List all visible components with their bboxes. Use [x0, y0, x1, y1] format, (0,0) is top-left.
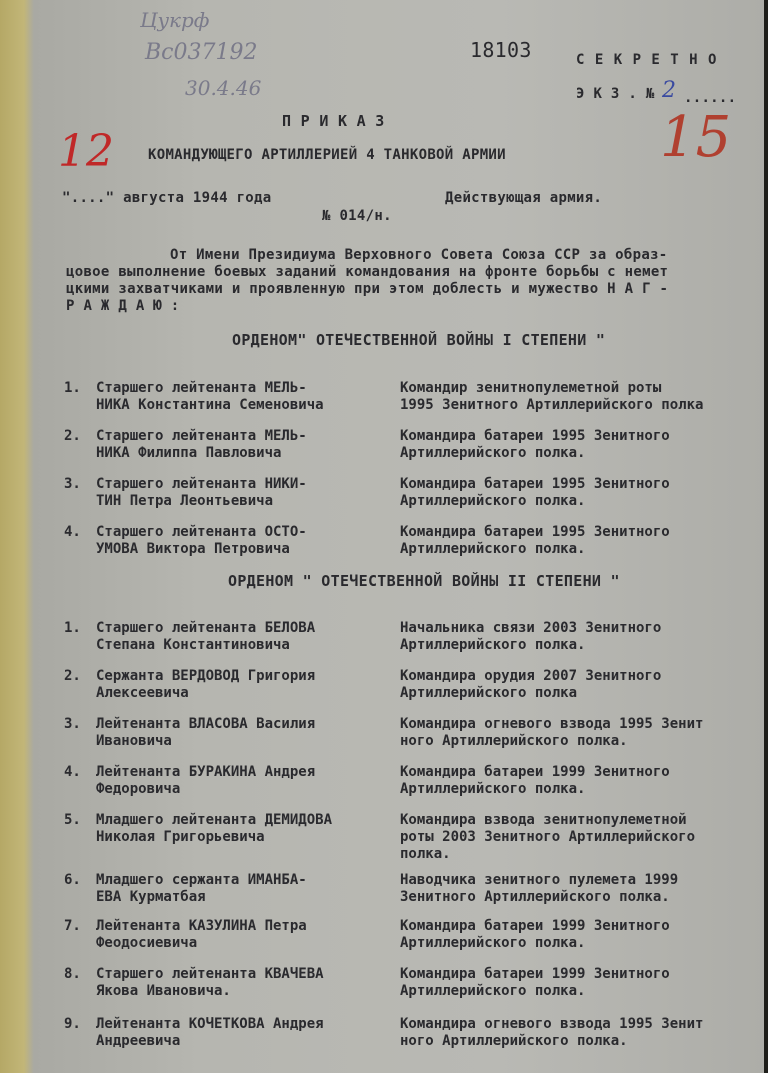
entry-post: Командир зенитнопулеметной роты 1995 Зенитного Артиллерийского полка [400, 380, 704, 413]
entry-post: Начальника связи 2003 Зенитного Артиллерийского полка. [400, 620, 662, 653]
entry-name: Младшего сержанта ИМАНБА- ЕВА Курматбая [96, 872, 307, 905]
document-location: Действующая армия. [445, 190, 603, 206]
order-number: № 014/н. [322, 208, 392, 224]
entry-post: Командира батареи 1999 Зенитного Артиллерийского полка. [400, 764, 670, 797]
entry-name: Старшего лейтенанта МЕЛЬ- НИКА Константина Семеновича [96, 380, 324, 413]
entry-number: 9. [64, 1016, 81, 1032]
preamble-line: От Имени Президиума Верховного Совета Союза ССР за образ- [170, 247, 668, 263]
document-date: "...." августа 1944 года [62, 190, 272, 206]
entry-number: 4. [64, 764, 81, 780]
entry-post: Командира взвода зенитнопулеметной роты 2003 Зенитного Артиллерийского полка. [400, 812, 696, 862]
entry-post: Командира батареи 1995 Зенитного Артиллерийского полка. [400, 524, 670, 557]
document-subtitle: КОМАНДУЮЩЕГО АРТИЛЛЕРИЕЙ 4 ТАНКОВОЙ АРМИИ [148, 147, 506, 163]
entry-name: Сержанта ВЕРДОВОД Григория Алексеевича [96, 668, 316, 701]
copy-number: 2 [662, 78, 676, 103]
entry-post: Командира батареи 1999 Зенитного Артиллерийского полка. [400, 918, 670, 951]
preamble-line: цовое выполнение боевых заданий командования на фронте борьбы с немет [66, 264, 669, 280]
section-heading: ОРДЕНОМ " ОТЕЧЕСТВЕННОЙ ВОЙНЫ II СТЕПЕНИ " [228, 572, 620, 590]
entry-name: Старшего лейтенанта МЕЛЬ- НИКА Филиппа Павловича [96, 428, 307, 461]
entry-name: Старшего лейтенанта НИКИ- ТИН Петра Леонтьевича [96, 476, 307, 509]
secrecy-label: С Е К Р Е Т Н О [576, 52, 718, 68]
red-mark: 15 [660, 105, 732, 170]
document-title: П Р И К А З [282, 112, 385, 130]
entry-name: Старшего лейтенанта ОСТО- УМОВА Виктора Петровича [96, 524, 307, 557]
entry-number: 4. [64, 524, 81, 540]
entry-post: Наводчика зенитного пулемета 1999 Зенитного Артиллерийского полка. [400, 872, 679, 905]
entry-post: Командира огневого взвода 1995 Зенит ного Артиллерийского полка. [400, 1016, 704, 1049]
entry-number: 2. [64, 668, 81, 684]
entry-number: 1. [64, 380, 81, 396]
entry-number: 7. [64, 918, 81, 934]
entry-number: 8. [64, 966, 81, 982]
section-heading: ОРДЕНОМ" ОТЕЧЕСТВЕННОЙ ВОЙНЫ I СТЕПЕНИ " [232, 331, 606, 349]
preamble-line: цкими захватчиками и проявленную при этом доблесть и мужество Н А Г - [66, 281, 669, 297]
entry-post: Командира батареи 1995 Зенитного Артиллерийского полка. [400, 428, 670, 461]
entry-post: Командира батареи 1995 Зенитного Артиллерийского полка. [400, 476, 670, 509]
entry-name: Лейтенанта ВЛАСОВА Василия Ивановича [96, 716, 316, 749]
entry-post: Командира орудия 2007 Зенитного Артиллерийского полка [400, 668, 662, 701]
preamble-line: Р А Ж Д А Ю : [66, 298, 180, 314]
entry-number: 3. [64, 716, 81, 732]
entry-number: 3. [64, 476, 81, 492]
entry-name: Старшего лейтенанта КВАЧЕВА Якова Ивановича. [96, 966, 324, 999]
copy-dots: ...... [684, 90, 737, 106]
archive-date: 30.4.46 [185, 76, 262, 100]
entry-post: Командира батареи 1999 Зенитного Артиллерийского полка. [400, 966, 670, 999]
entry-name: Старшего лейтенанта БЕЛОВА Степана Константиновича [96, 620, 316, 653]
entry-name: Лейтенанта КОЧЕТКОВА Андрея Андреевича [96, 1016, 324, 1049]
entry-number: 1. [64, 620, 81, 636]
entry-post: Командира огневого взвода 1995 Зенит ного Артиллерийского полка. [400, 716, 704, 749]
copy-label: Э К З . № [576, 86, 655, 102]
entry-number: 6. [64, 872, 81, 888]
entry-name: Лейтенанта КАЗУЛИНА Петра Феодосиевича [96, 918, 307, 951]
archive-number: Вс037192 [145, 40, 258, 65]
page-mark: 12 [58, 126, 114, 177]
archive-mark: Цукрф [140, 8, 210, 32]
entry-name: Лейтенанта БУРАКИНА Андрея Федоровича [96, 764, 316, 797]
entry-number: 5. [64, 812, 81, 828]
entry-number: 2. [64, 428, 81, 444]
entry-name: Младшего лейтенанта ДЕМИДОВА Николая Григорьевича [96, 812, 333, 845]
stamp-number: 18103 [470, 38, 532, 62]
